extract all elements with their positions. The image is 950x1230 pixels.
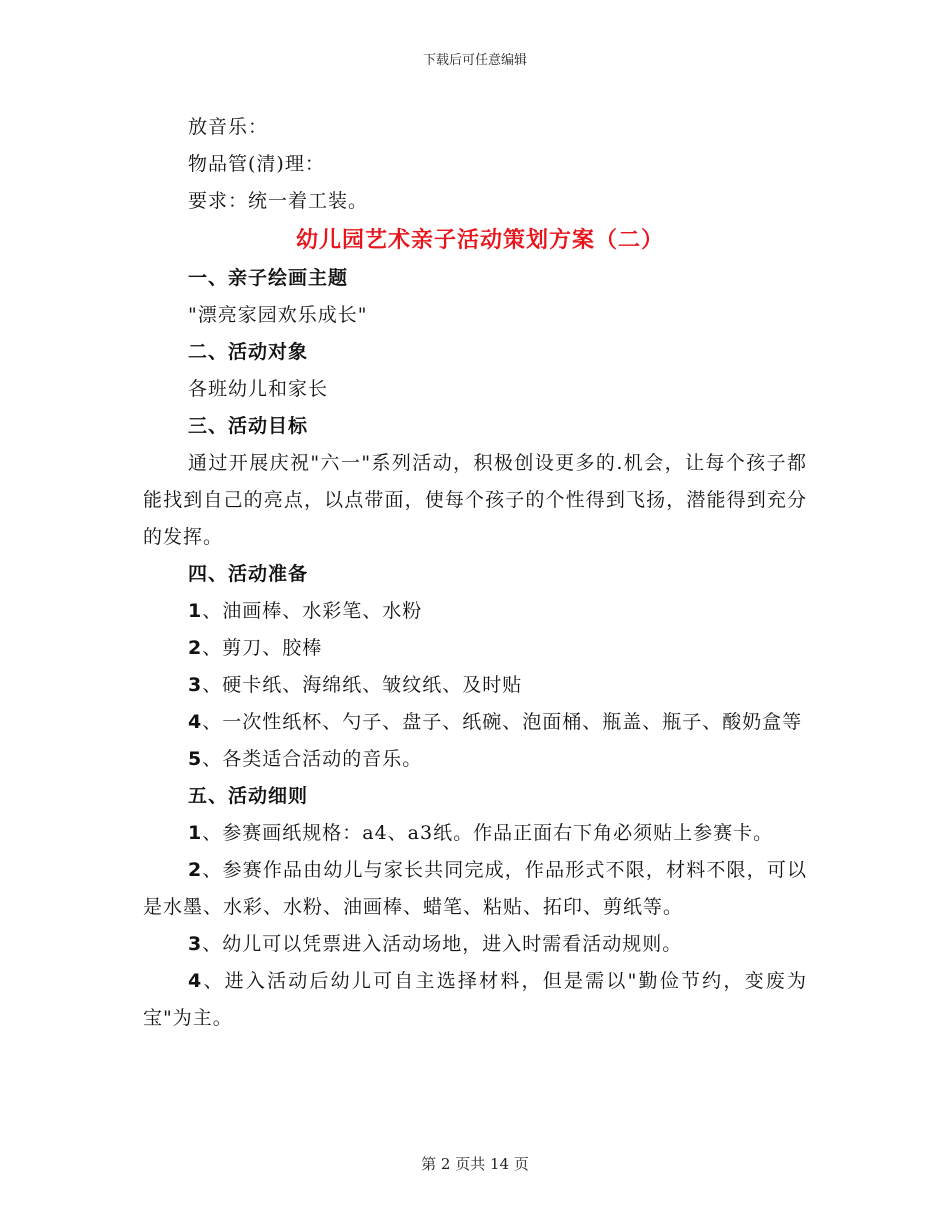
intro-line-requirement: 要求：统一着工装。 [188,190,369,212]
list-item-text: 、油画棒、水彩笔、水粉 [202,600,423,622]
list-item-number: 5 [188,748,203,770]
list-item [143,741,807,778]
list-item [143,926,807,963]
list-item [143,852,807,926]
list-item-text: 、幼儿可以凭票进入活动场地，进入时需看活动规则。 [202,933,683,955]
list-item-number: 1 [188,822,203,844]
list-item [143,667,807,704]
section-text-theme: "漂亮家园欢乐成长" [188,304,368,326]
intro-line-music: 放音乐： [188,116,269,138]
list-item [143,630,807,667]
document-title: 幼儿园艺术亲子活动策划方案（二） [295,227,664,253]
list-item [143,815,807,852]
list-item-text: 、进入活动后幼儿可自主选择材料，但是需以"勤俭节约，变废为宝"为主。 [143,970,807,1029]
section-heading-preparation: 四、活动准备 [188,563,309,585]
list-item-number: 4 [188,711,203,733]
list-item-text: 、剪刀、胶棒 [202,637,323,659]
document-body [143,109,807,1037]
section-heading-theme: 一、亲子绘画主题 [188,267,349,289]
list-item-text: 、参赛作品由幼儿与家长共同完成，作品形式不限，材料不限，可以是水墨、水彩、水粉、油画棒、蜡笔、粘贴、拓印、剪纸等。 [143,859,807,918]
list-item-number: 4 [188,970,203,992]
page-footer-number: 第 2 页共 14 页 [421,1155,529,1173]
section-text-audience: 各班幼儿和家长 [188,378,329,400]
list-item-text: 、硬卡纸、海绵纸、皱纹纸、及时贴 [202,674,523,696]
list-item-text: 、参赛画纸规格：a4、a3纸。作品正面右下角必须贴上参赛卡。 [202,822,774,844]
list-item [143,963,807,1037]
list-item-number: 2 [188,637,203,659]
section-heading-rules: 五、活动细则 [188,785,309,807]
intro-line-items: 物品管(清)理： [188,153,325,175]
list-item-number: 3 [188,674,203,696]
list-item [143,704,807,741]
section-heading-audience: 二、活动对象 [188,341,309,363]
list-item [143,593,807,630]
section-text-goals: 通过开展庆祝"六一"系列活动，积极创设更多的.机会，让每个孩子都能找到自己的亮点，以点带面，使每个孩子的个性得到飞扬，潜能得到充分的发挥。 [143,452,807,548]
list-item-text: 、各类适合活动的音乐。 [202,748,423,770]
list-item-number: 1 [188,600,203,622]
section-heading-goals: 三、活动目标 [188,415,309,437]
list-item-number: 3 [188,933,203,955]
list-item-text: 、一次性纸杯、勺子、盘子、纸碗、泡面桶、瓶盖、瓶子、酸奶盒等 [202,711,803,733]
list-item-number: 2 [188,859,203,881]
page-header-note: 下载后可任意编辑 [422,53,527,68]
